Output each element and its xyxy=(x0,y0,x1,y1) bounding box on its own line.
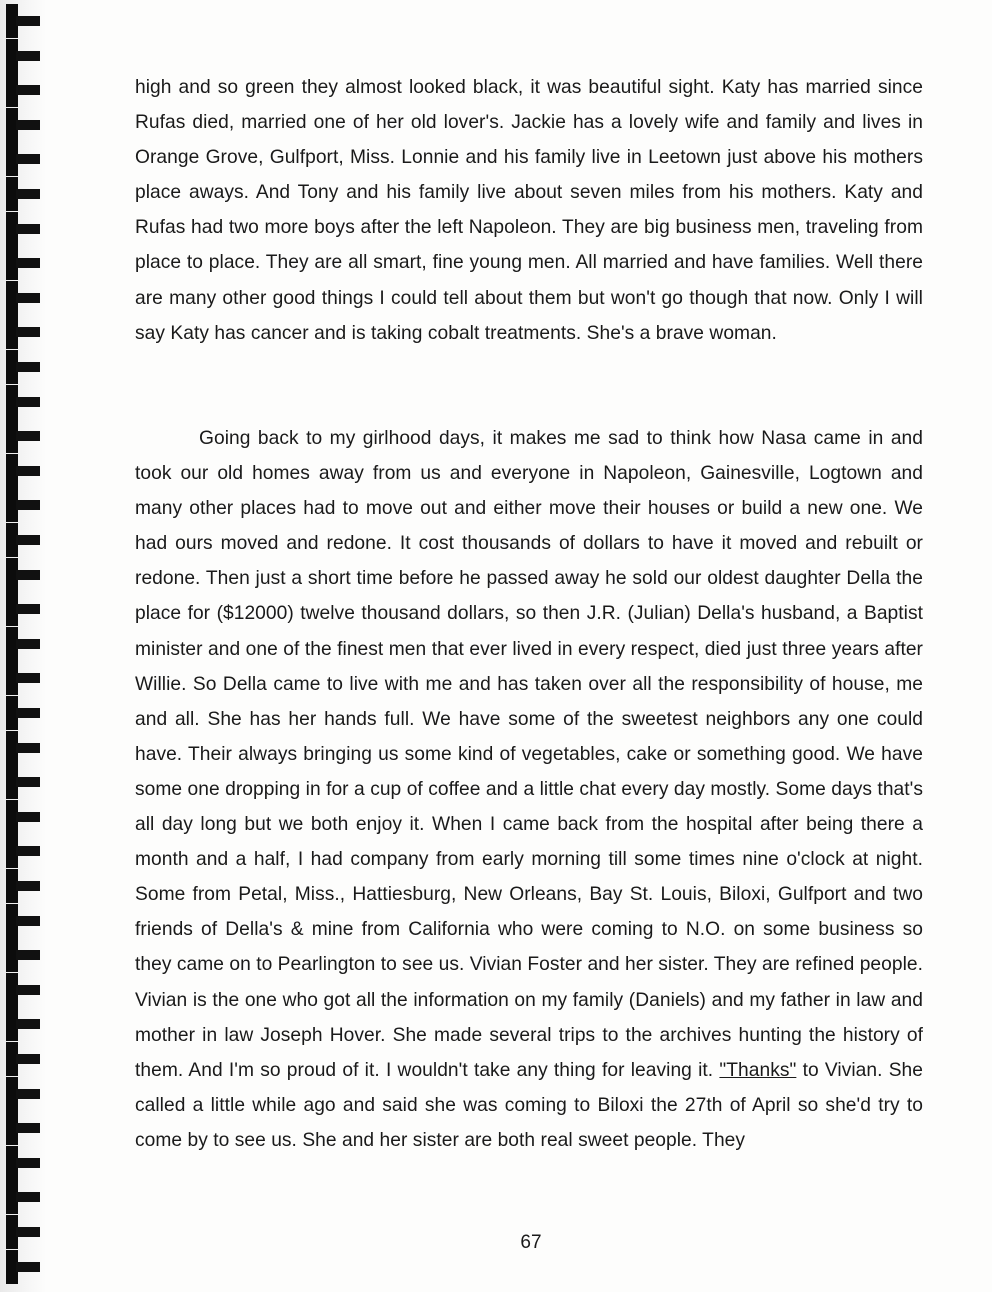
binding-hole-tab xyxy=(16,1158,40,1168)
paragraph-2 xyxy=(135,421,923,1158)
binding-hole xyxy=(6,558,40,580)
binding-hole-tab xyxy=(16,362,40,372)
binding-hole-tab xyxy=(16,189,40,199)
binding-hole-tab xyxy=(16,85,40,95)
binding-hole-tab xyxy=(16,708,40,718)
binding-hole-tab xyxy=(16,51,40,61)
binding-hole xyxy=(6,661,40,683)
binding-hole xyxy=(6,142,40,164)
binding-hole-tab xyxy=(16,1054,40,1064)
binding-hole xyxy=(6,212,40,234)
binding-hole-tab xyxy=(16,1262,40,1272)
binding-hole-tab xyxy=(16,604,40,614)
binding-hole xyxy=(6,1180,40,1202)
binding-hole xyxy=(6,938,40,960)
binding-hole-tab xyxy=(16,570,40,580)
binding-hole-tab xyxy=(16,431,40,441)
binding-hole-tab xyxy=(16,16,40,26)
binding-hole-tab xyxy=(16,881,40,891)
page-number: 67 xyxy=(520,1232,542,1253)
binding-hole-tab xyxy=(16,1192,40,1202)
binding-hole-tab xyxy=(16,639,40,649)
binding-hole xyxy=(6,4,40,26)
binding-hole-tab xyxy=(16,293,40,303)
binding-hole xyxy=(6,523,40,545)
binding-hole xyxy=(6,904,40,926)
paragraph-1 xyxy=(135,70,923,351)
binding-hole-tab xyxy=(16,1019,40,1029)
binding-hole xyxy=(6,696,40,718)
paragraph-2-text-before: Going back to my girlhood days, it makes me sad to think how Nasa came in and took our old homes away from us and everyone in Napoleon, Gainesville, Logtown and many other places had to move out and either move their houses or build a new one. We had ours moved and redone. It cost thousands of dollars to have it moved and rebuilt or redone. Then just a short time before he passed away he sold our oldest daughter Della the place for ($12000) twelve thousand dollars, so then J.R. (Julian) Della's husband, a Baptist minister and one of the finest men that ever lived in every respect, died just three years after Willie. So Della came to live with me and has taken over all the responsibility of house, me and all. She has her hands full. We have some of the sweetest neighbors any one could have. Their always bringing us some kind of vegetables, cake or something good. We have some one dropping in for a cup of coffee and a little chat every day mostly. Some days that's all day long but we both enjoy it. When I came back from the hospital after being there a month and a half, I had company from early morning till some times nine o'clock at night. Some from Petal, Miss., Hattiesburg, New Orleans, Bay St. Louis, Biloxi, Gulfport and two friends of Della's & mine from California who were coming to N.O. on some business so they came on to Pearlington to see us. Vivian Foster and her sister. They are refined people. Vivian is the one who got all the information on my family (Daniels) and my father in law and mother in law Joseph Hover. She made several trips to the archives hunting the history of them. And I'm so proud of it. I wouldn't take any thing for leaving it. xyxy=(135,428,923,1081)
binding-hole-tab xyxy=(16,950,40,960)
binding-hole-tab xyxy=(16,985,40,995)
binding-hole-tab xyxy=(16,224,40,234)
binding-hole-tab xyxy=(16,812,40,822)
binding-hole xyxy=(6,454,40,476)
binding-hole xyxy=(6,419,40,441)
binding-hole xyxy=(6,1077,40,1099)
spiral-binding-icon xyxy=(0,0,46,1292)
binding-hole xyxy=(6,39,40,61)
binding-hole-tab xyxy=(16,327,40,337)
binding-hole xyxy=(6,869,40,891)
binding-hole-tab xyxy=(16,673,40,683)
binding-hole xyxy=(6,1007,40,1029)
binding-hole-tab xyxy=(16,500,40,510)
binding-hole xyxy=(6,731,40,753)
paragraph-1-text: high and so green they almost looked black, it was beautiful sight. Katy has married since Rufas died, married one of her old lover's. Jackie has a lovely wife and family and lives in Orange Grove, Gulfport, Miss. Lonnie and his family live in Leetown just above his mothers place aways. And Tony and his family live about seven miles from his mothers. Katy and Rufas had two more boys after the left Napoleon. They are big business men, traveling from place to place. They are all smart, fine young men. All married and have families. Well there are many other good things I could tell about them but won't go though that now. Only I will say Katy has cancer and is taking cobalt treatments. She's a brave woman. xyxy=(135,77,923,344)
binding-hole xyxy=(6,73,40,95)
binding-hole-tab xyxy=(16,466,40,476)
binding-hole xyxy=(6,350,40,372)
binding-hole xyxy=(6,834,40,856)
binding-hole-tab xyxy=(16,743,40,753)
binding-hole xyxy=(6,765,40,787)
paragraph-2-text xyxy=(135,421,923,1158)
binding-hole xyxy=(6,108,40,130)
binding-hole xyxy=(6,315,40,337)
thanks-underlined: "Thanks" xyxy=(719,1059,797,1081)
binding-hole-tab xyxy=(16,258,40,268)
binding-hole xyxy=(6,973,40,995)
binding-hole-tab xyxy=(16,120,40,130)
binding-hole xyxy=(6,177,40,199)
binding-hole-tab xyxy=(16,916,40,926)
binding-hole-tab xyxy=(16,1123,40,1133)
binding-hole xyxy=(6,627,40,649)
binding-hole xyxy=(6,246,40,268)
binding-hole xyxy=(6,1146,40,1168)
binding-hole xyxy=(6,1042,40,1064)
binding-hole xyxy=(6,385,40,407)
binding-hole-tab xyxy=(16,397,40,407)
binding-hole-tab xyxy=(16,154,40,164)
binding-hole xyxy=(6,488,40,510)
binding-hole xyxy=(6,1111,40,1133)
binding-hole xyxy=(6,800,40,822)
binding-hole xyxy=(6,281,40,303)
binding-hole-tab xyxy=(16,1089,40,1099)
binding-hole-tab xyxy=(16,846,40,856)
binding-hole-tab xyxy=(16,535,40,545)
paragraph-2-text-after: to Vivian. She called a little while ago and said she was coming to Biloxi the 27th of April so she'd try to come by to see us. She and her sister are both real sweet people. They xyxy=(135,1059,923,1151)
binding-hole xyxy=(6,592,40,614)
binding-hole-tab xyxy=(16,777,40,787)
